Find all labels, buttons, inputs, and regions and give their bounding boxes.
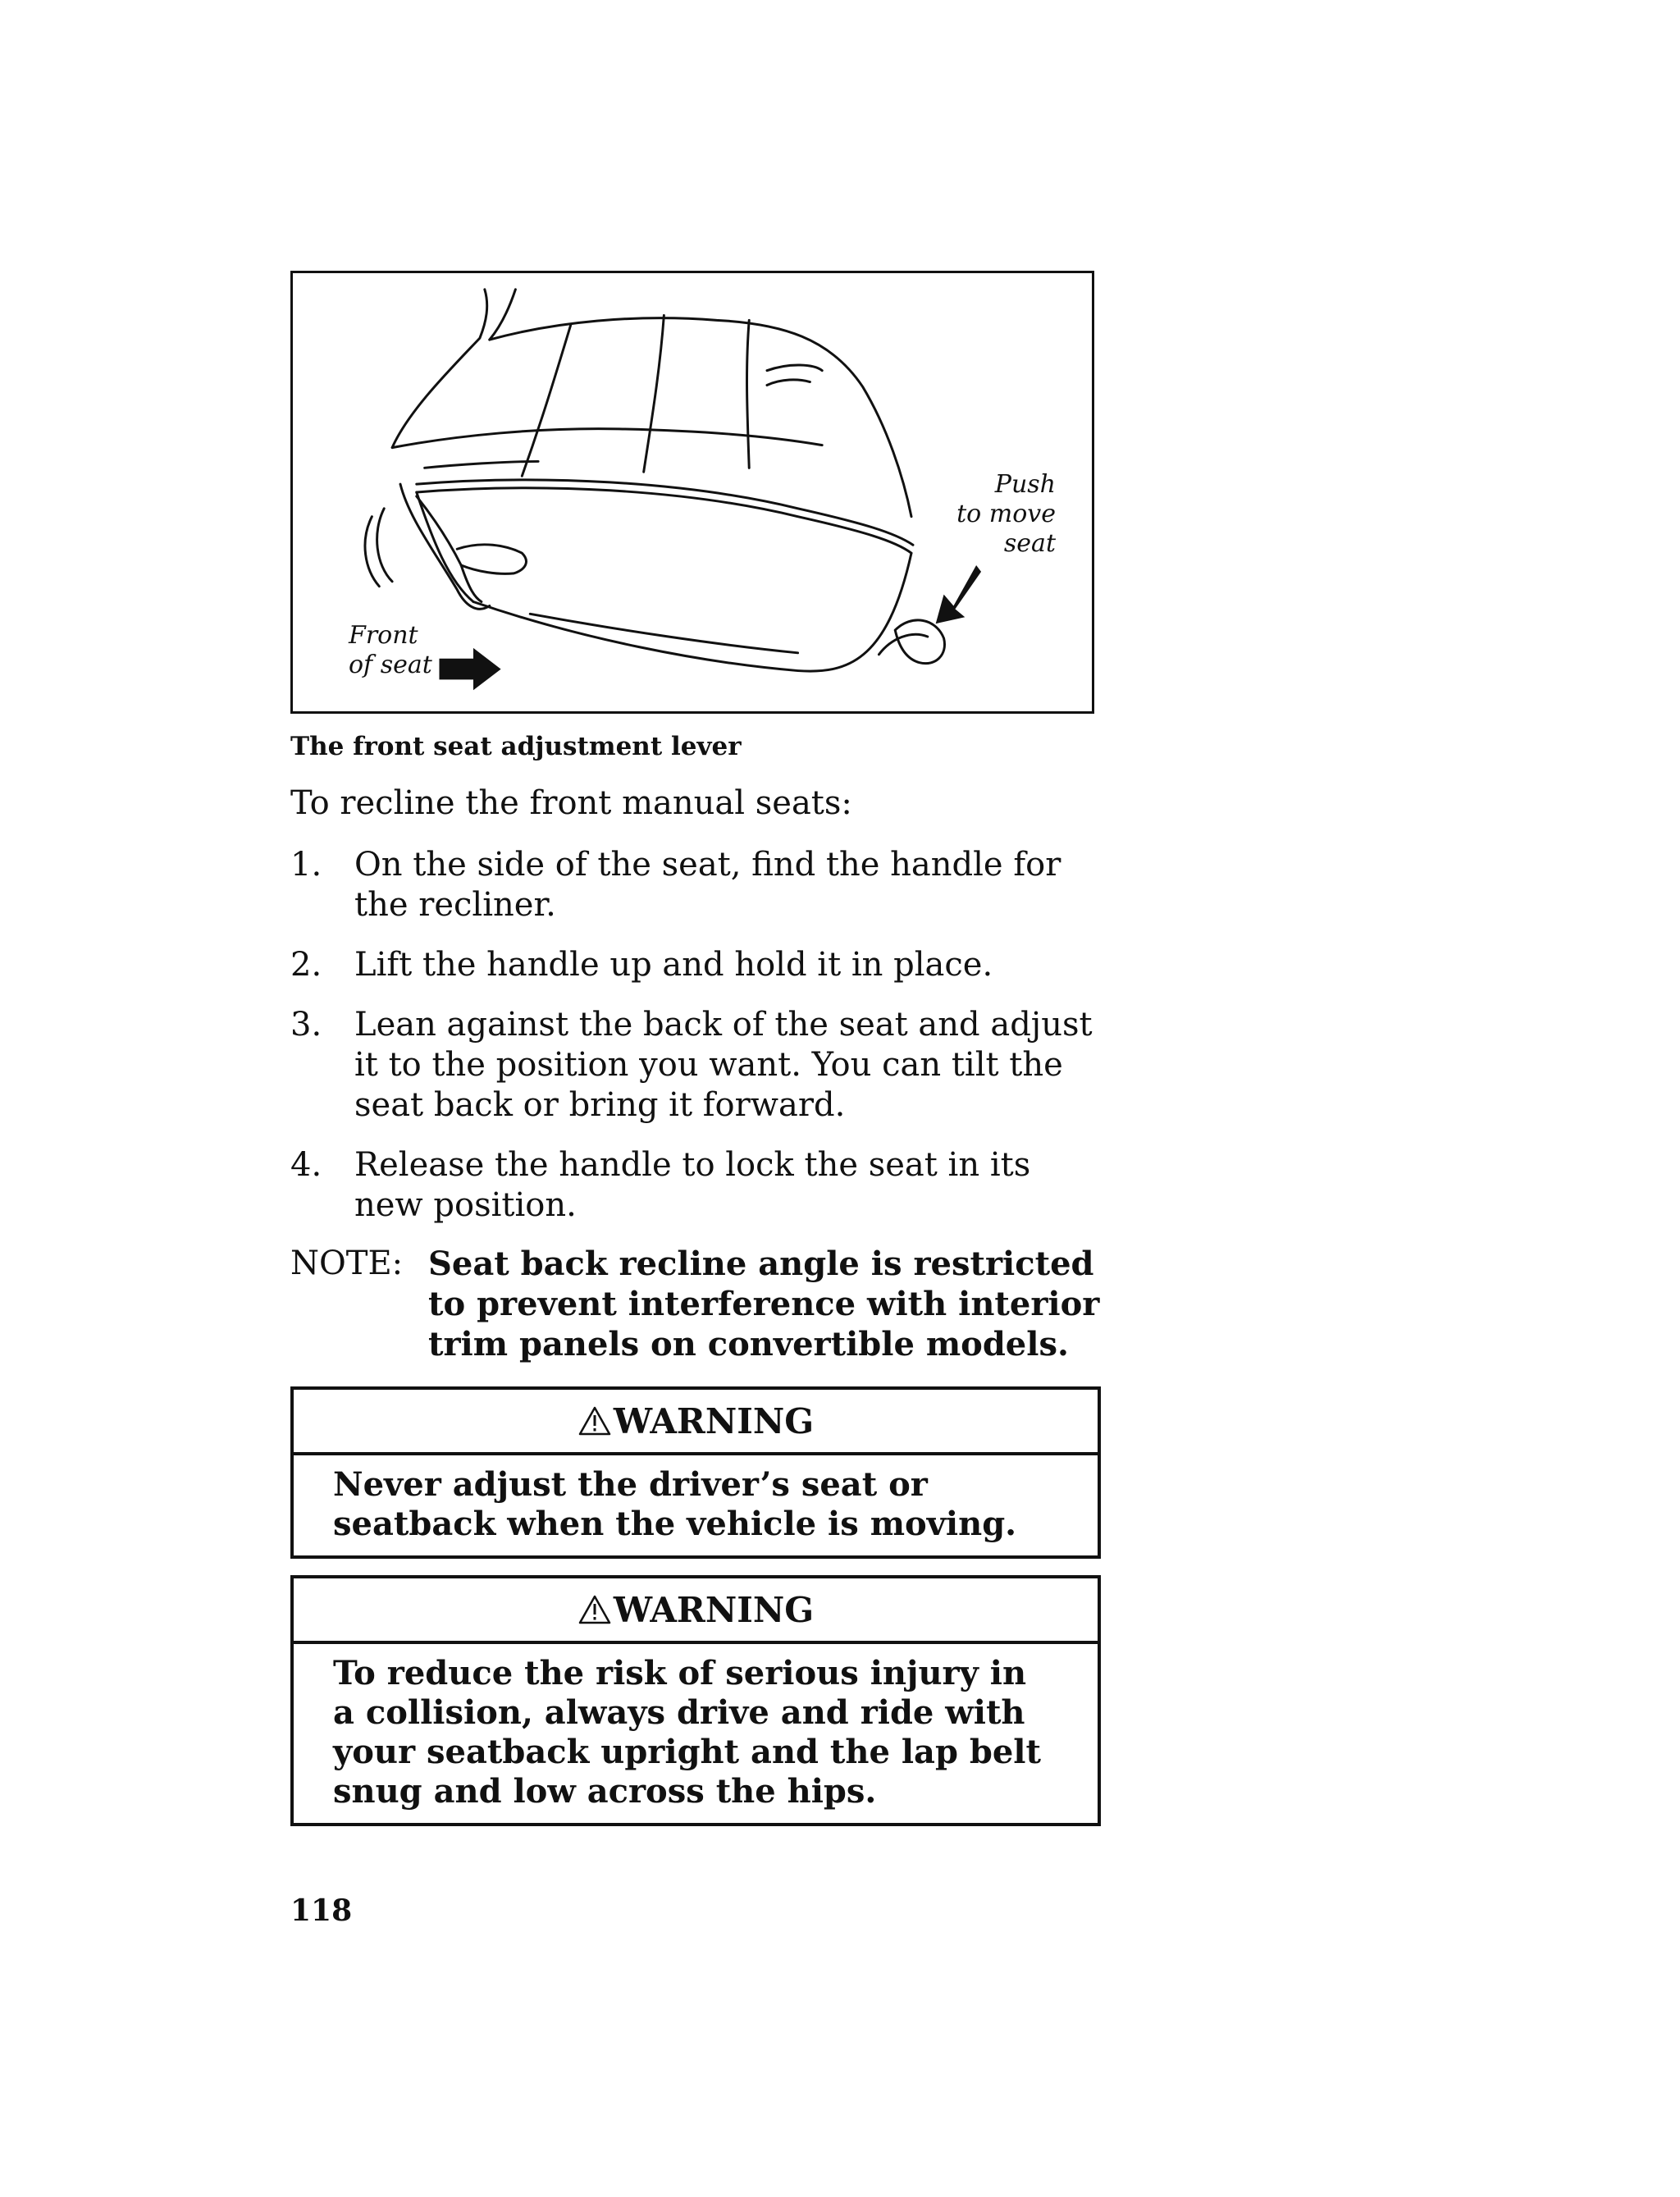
step-text: On the side of the seat, find the handle for the recliner. [354,846,1061,924]
push-label-line: seat [1003,529,1056,558]
warning-box [290,1575,1101,1826]
figure-caption: The front seat adjustment lever [290,732,742,761]
front-of-seat-label [349,621,432,680]
warning-box [290,1386,1101,1559]
front-label-line: of seat [349,651,432,679]
push-label-line: Push [994,470,1056,499]
step-text: Lift the handle up and hold it in place. [354,946,993,984]
note-text: Seat back recline angle is restricted to prevent interference with interior trim panels on convertible models. [428,1245,1100,1363]
note-label: NOTE: [290,1245,404,1282]
seat-illustration [290,271,1094,714]
list-item [290,845,1102,925]
step-number: 4. [290,1146,322,1184]
push-to-move-seat-label [956,470,1056,559]
warning-header [294,1390,1098,1455]
step-number: 2. [290,946,322,984]
step-text: Lean against the back of the seat and adjust it to the position you want. You can tilt the seat back or bring it forward. [354,1006,1093,1124]
warning-triangle-icon [578,1405,612,1436]
list-item [290,945,1102,985]
step-number: 1. [290,846,322,884]
warning-text: To reduce the risk of serious injury in a collision, always drive and ride with your seatback upright and the lap belt snug and low across the hips. [333,1654,1041,1811]
push-label-line: to move [956,500,1056,528]
step-text: Release the handle to lock the seat in its new position. [354,1146,1031,1224]
step-list [290,845,1102,1245]
warning-header [294,1578,1098,1644]
list-item [290,1005,1102,1126]
page-number: 118 [290,1893,353,1928]
front-label-line: Front [349,621,418,650]
warning-title: WARNING [613,1589,815,1630]
intro-text: To recline the front manual seats: [290,784,852,822]
step-number: 3. [290,1006,322,1044]
warning-title: WARNING [613,1400,815,1441]
note-block [290,1244,1102,1364]
warning-text: Never adjust the driver’s seat or seatback when the vehicle is moving. [333,1465,1017,1543]
list-item [290,1145,1102,1226]
warning-triangle-icon [578,1594,612,1625]
